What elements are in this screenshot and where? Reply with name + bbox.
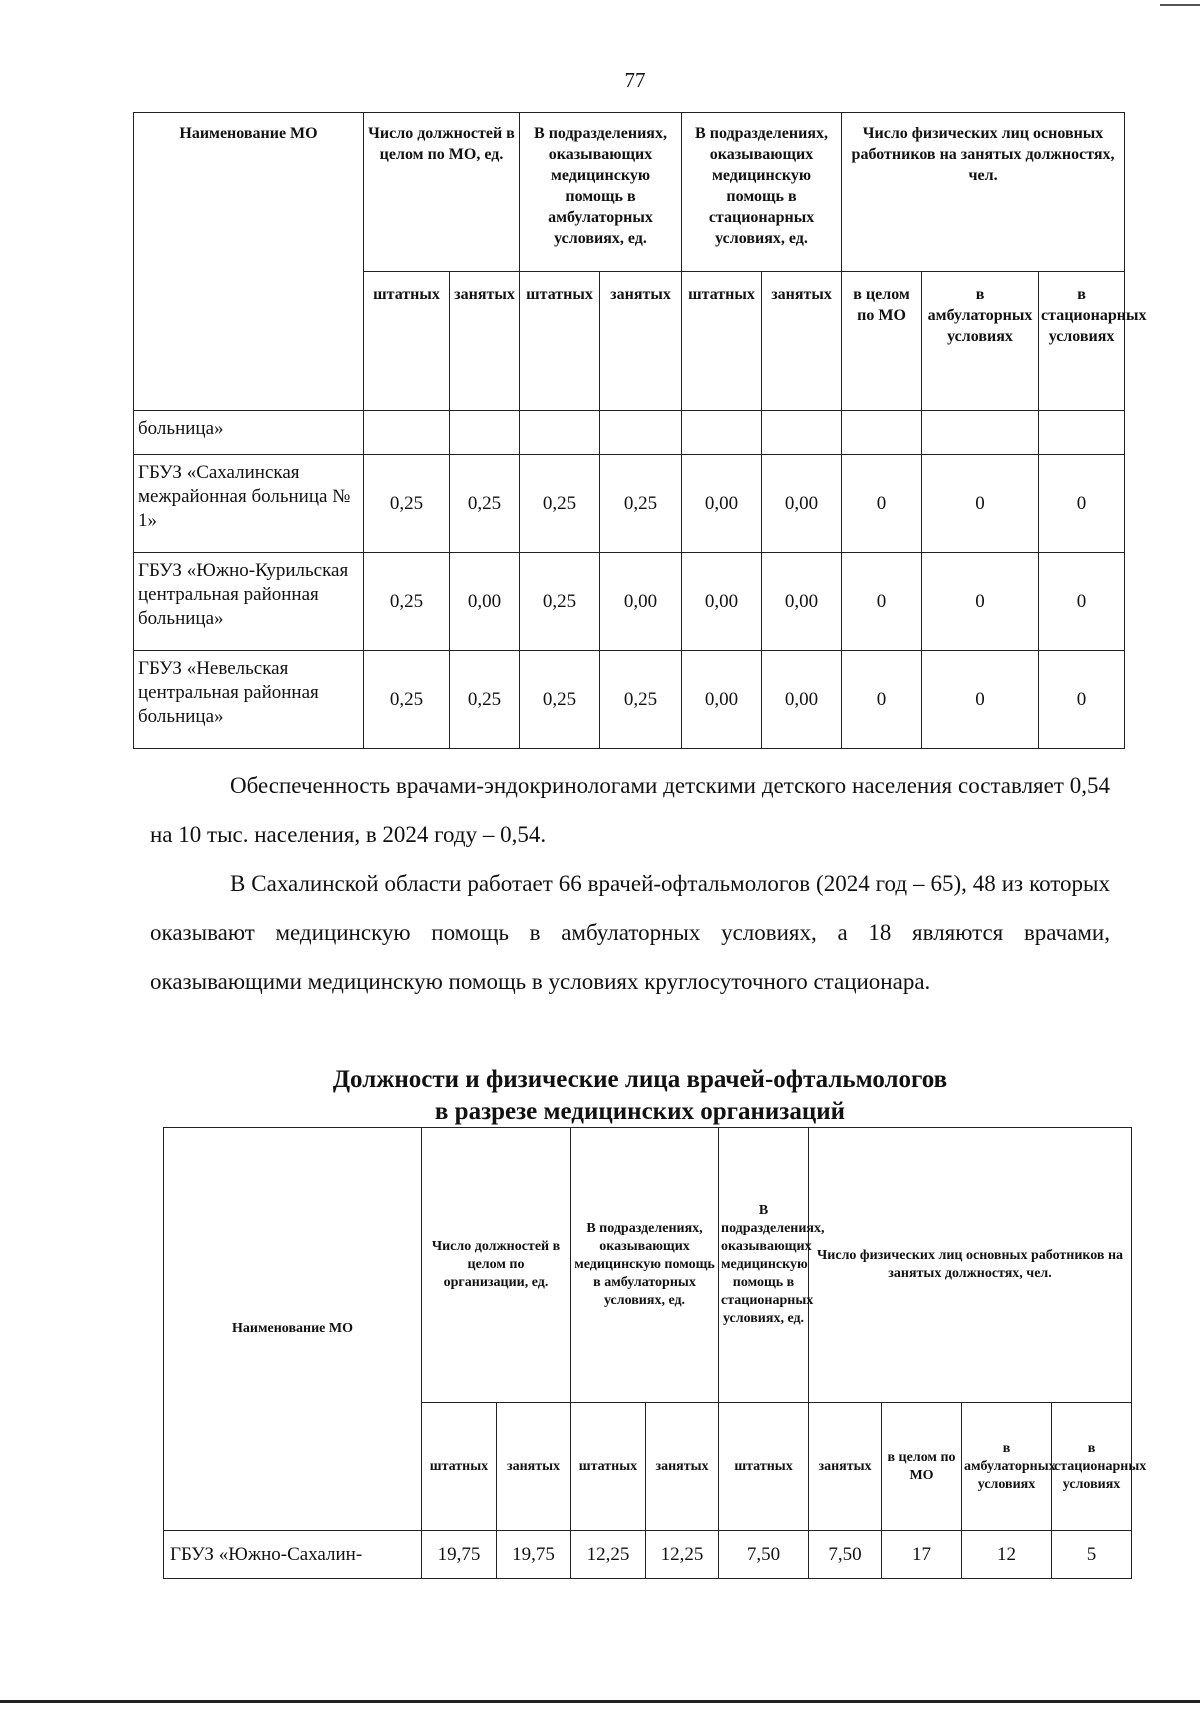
row-mo-name: ГБУЗ «Сахалинская межрайонная больница № 1» bbox=[134, 455, 364, 553]
cell-value: 0 bbox=[842, 455, 922, 553]
cell-value bbox=[1039, 411, 1125, 455]
section-title-line-2: в разрезе медицинских организаций bbox=[434, 1098, 846, 1125]
cell-value: 0,25 bbox=[520, 651, 600, 749]
cell-value bbox=[682, 411, 762, 455]
subheader-in-stationary: в стационарных условиях bbox=[1039, 272, 1125, 411]
header-total-positions: Число должностей в целом по организации, ед. bbox=[422, 1128, 571, 1403]
subheader-in-stationary: в стационарных условиях bbox=[1052, 1403, 1132, 1531]
section-title bbox=[160, 1064, 1120, 1128]
cell-value: 0 bbox=[1039, 651, 1125, 749]
cell-value: 0 bbox=[1039, 455, 1125, 553]
cell-value: 0,00 bbox=[600, 553, 682, 651]
table-row bbox=[134, 651, 1125, 749]
staffing-table-endocrinologists bbox=[133, 112, 1147, 749]
subheader-in-total-mo: в целом по МО bbox=[842, 272, 922, 411]
cell-value: 0 bbox=[842, 553, 922, 651]
cell-value: 0 bbox=[922, 553, 1039, 651]
cell-value: 0 bbox=[922, 455, 1039, 553]
subheader-staff: штатных bbox=[520, 272, 600, 411]
cell-value: 0,25 bbox=[600, 455, 682, 553]
cell-value: 0,25 bbox=[450, 455, 520, 553]
cell-value: 0,25 bbox=[364, 553, 450, 651]
subheader-occupied: занятых bbox=[762, 272, 842, 411]
cell-value: 0,00 bbox=[682, 553, 762, 651]
cell-value: 0,00 bbox=[682, 651, 762, 749]
cell-value bbox=[922, 411, 1039, 455]
cell-value: 17 bbox=[882, 1531, 962, 1579]
subheader-staff: штатных bbox=[364, 272, 450, 411]
cell-value: 0 bbox=[842, 651, 922, 749]
cell-value bbox=[762, 411, 842, 455]
cell-value bbox=[520, 411, 600, 455]
cell-value: 0,25 bbox=[364, 455, 450, 553]
subheader-staff: штатных bbox=[571, 1403, 646, 1531]
cell-value: 5 bbox=[1052, 1531, 1132, 1579]
cell-value: 0 bbox=[1039, 553, 1125, 651]
table-row bbox=[134, 455, 1125, 553]
subheader-staff: штатных bbox=[719, 1403, 809, 1531]
cell-value: 0,25 bbox=[450, 651, 520, 749]
cell-value: 0,00 bbox=[762, 553, 842, 651]
cell-value: 0,25 bbox=[520, 455, 600, 553]
page-number: 77 bbox=[624, 68, 646, 92]
subheader-occupied: занятых bbox=[600, 272, 682, 411]
cell-value: 12,25 bbox=[571, 1531, 646, 1579]
cell-value: 0,00 bbox=[450, 553, 520, 651]
cell-value: 0,00 bbox=[682, 455, 762, 553]
cell-value bbox=[450, 411, 520, 455]
table-row bbox=[134, 553, 1125, 651]
subheader-in-ambulatory: в амбулаторных условиях bbox=[962, 1403, 1052, 1531]
cell-value: 12 bbox=[962, 1531, 1052, 1579]
header-physical-persons: Число физических лиц основных работников на занятых должностях, чел. bbox=[842, 113, 1125, 272]
cell-value: 0,25 bbox=[600, 651, 682, 749]
subheader-occupied: занятых bbox=[809, 1403, 882, 1531]
section-title-line-1: Должности и физические лица врачей-офтальмологов bbox=[332, 1066, 948, 1093]
cell-value: 0 bbox=[922, 651, 1039, 749]
staffing-table-ophthalmologists bbox=[163, 1127, 1147, 1579]
header-physical-persons: Число физических лиц основных работников на занятых должностях, чел. bbox=[809, 1128, 1132, 1403]
subheader-in-total-mo: в целом по МО bbox=[882, 1403, 962, 1531]
cell-value: 7,50 bbox=[719, 1531, 809, 1579]
cell-value bbox=[842, 411, 922, 455]
cell-value: 0,00 bbox=[762, 651, 842, 749]
cell-value: 0,00 bbox=[762, 455, 842, 553]
top-edge-rule bbox=[1160, 4, 1200, 6]
subheader-occupied: занятых bbox=[646, 1403, 719, 1531]
table-row bbox=[134, 411, 1125, 455]
row-mo-name: ГБУЗ «Невельская центральная районная больница» bbox=[134, 651, 364, 749]
cell-value: 0,25 bbox=[364, 651, 450, 749]
row-mo-name: ГБУЗ «Южно-Курильская центральная районная больница» bbox=[134, 553, 364, 651]
cell-value: 0,25 bbox=[520, 553, 600, 651]
cell-value: 7,50 bbox=[809, 1531, 882, 1579]
cell-value: 19,75 bbox=[497, 1531, 571, 1579]
subheader-staff: штатных bbox=[682, 272, 762, 411]
subheader-staff: штатных bbox=[422, 1403, 497, 1531]
header-stationary-positions: В подразделениях, оказывающих медицинскую помощь в стационарных условиях, ед. bbox=[719, 1128, 809, 1403]
subheader-occupied: занятых bbox=[450, 272, 520, 411]
cell-value bbox=[600, 411, 682, 455]
table-row bbox=[164, 1531, 1132, 1579]
cell-value: 19,75 bbox=[422, 1531, 497, 1579]
row-mo-name: ГБУЗ «Южно-Сахалин- bbox=[164, 1531, 422, 1579]
subheader-occupied: занятых bbox=[497, 1403, 571, 1531]
paragraph-ophthalmologists: В Сахалинской области работает 66 врачей-офтальмологов (2024 год – 65), 48 из которых оказывают медицинскую помощь в амбулаторных условиях, а 18 являются врачами, оказывающими медицинскую помощь в условиях круглосуточного стационара. bbox=[150, 871, 1110, 994]
paragraph-endocrinologists: Обеспеченность врачами-эндокринологами детскими детского населения составляет 0,54 на 10 тыс. населения, в 2024 году – 0,54. bbox=[150, 773, 1110, 847]
cell-value bbox=[364, 411, 450, 455]
header-ambulatory-positions: В подразделениях, оказывающих медицинскую помощь в амбулаторных условиях, ед. bbox=[520, 113, 682, 272]
header-total-positions: Число должностей в целом по МО, ед. bbox=[364, 113, 520, 272]
row-mo-name: больница» bbox=[134, 411, 364, 455]
cell-value: 12,25 bbox=[646, 1531, 719, 1579]
header-mo-name: Наименование МО bbox=[134, 113, 364, 411]
header-mo-name: Наименование МО bbox=[164, 1128, 422, 1531]
header-ambulatory-positions: В подразделениях, оказывающих медицинскую помощь в амбулаторных условиях, ед. bbox=[571, 1128, 719, 1403]
subheader-in-ambulatory: в амбулаторных условиях bbox=[922, 272, 1039, 411]
bottom-edge-rule bbox=[0, 1700, 1200, 1703]
header-stationary-positions: В подразделениях, оказывающих медицинскую помощь в стационарных условиях, ед. bbox=[682, 113, 842, 272]
